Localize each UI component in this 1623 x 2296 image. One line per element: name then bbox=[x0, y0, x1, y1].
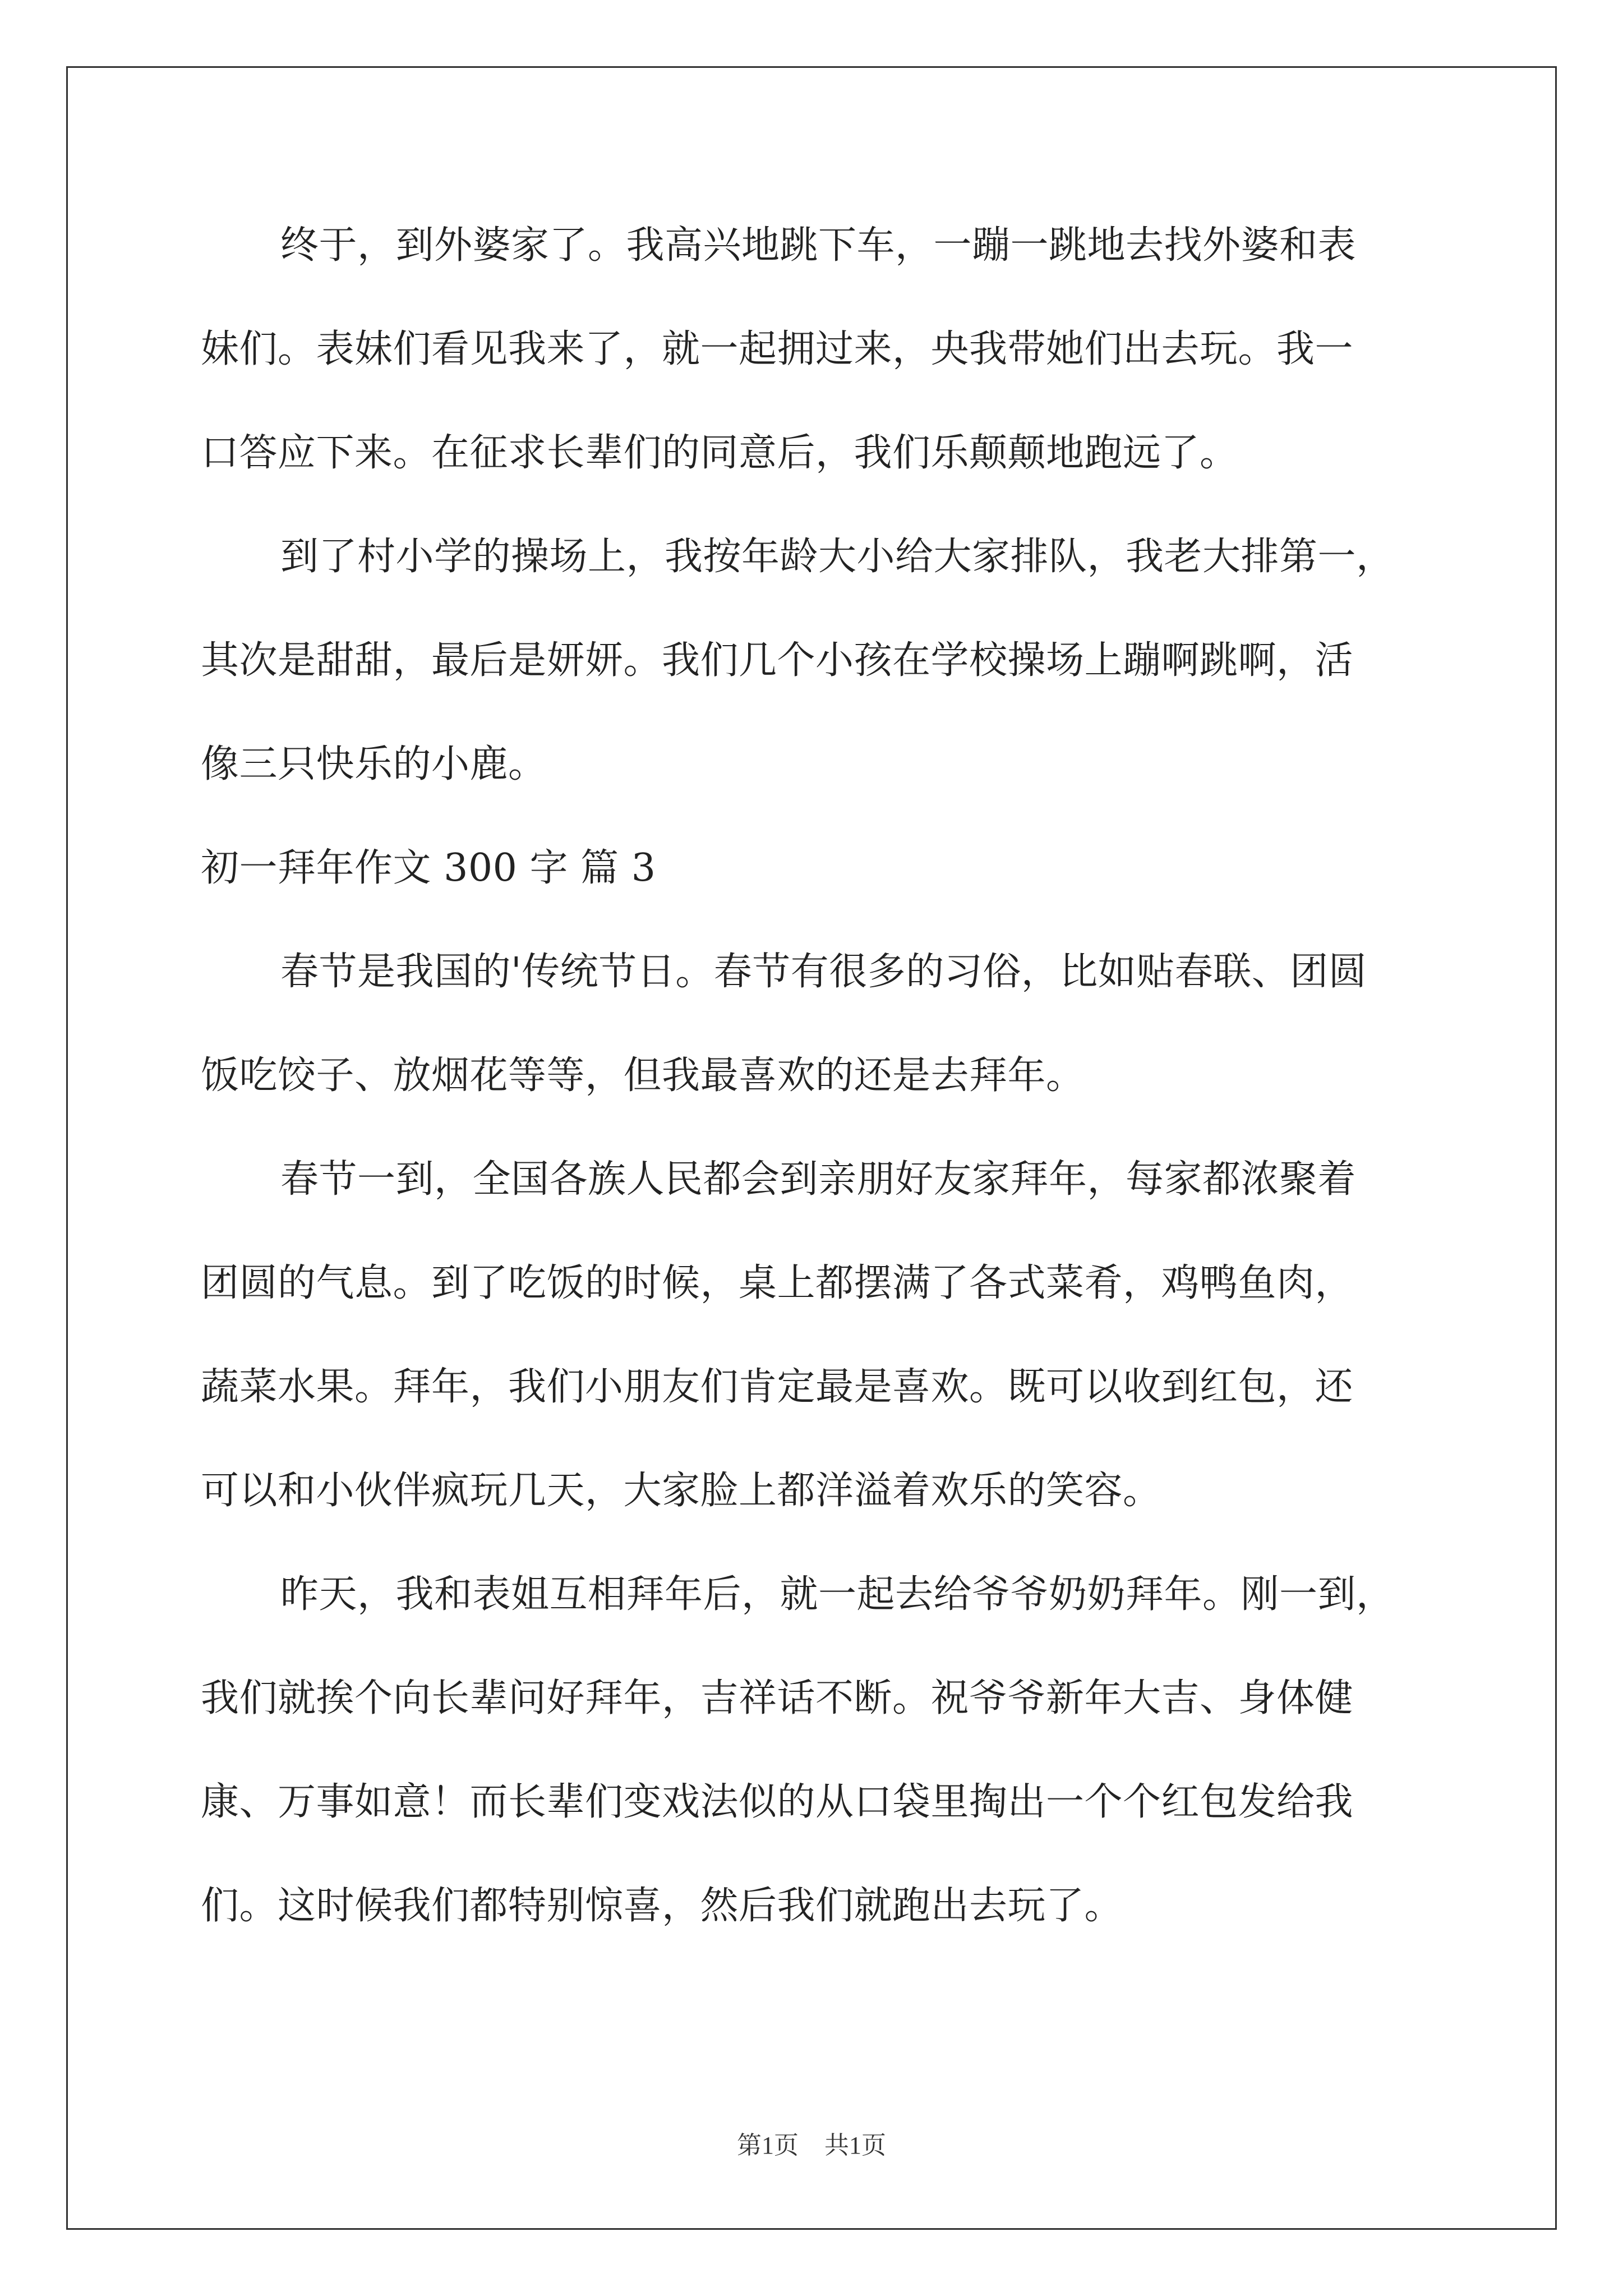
text-line: 像三只快乐的小鹿。 bbox=[201, 742, 547, 786]
page-footer bbox=[0, 2133, 1623, 2158]
text-line: 终于，到外婆家了。我高兴地跳下车，一蹦一跳地去找外婆和表 bbox=[280, 223, 1357, 268]
text-line: 其次是甜甜，最后是妍妍。我们几个小孩在学校操场上蹦啊跳啊，活 bbox=[201, 638, 1354, 683]
text-line: 康、万事如意！而长辈们变戏法似的从口袋里掏出一个个红包发给我 bbox=[201, 1780, 1354, 1824]
section-heading: 初一拜年作文 300 字 篇 3 bbox=[201, 846, 656, 890]
text-line: 春节是我国的'传统节日。春节有很多的习俗，比如贴春联、团圆 bbox=[280, 950, 1367, 994]
text-line: 妹们。表妹们看见我来了，就一起拥过来，央我带她们出去玩。我一 bbox=[201, 327, 1354, 371]
page-number: 第1页 bbox=[737, 2132, 799, 2159]
text-line: 春节一到，全国各族人民都会到亲朋好友家拜年，每家都浓聚着 bbox=[280, 1157, 1357, 1202]
text-line: 们。这时候我们都特别惊喜，然后我们就跑出去玩了。 bbox=[201, 1884, 1123, 1928]
text-line: 团圆的气息。到了吃饭的时候，桌上都摆满了各式菜肴，鸡鸭鱼肉， bbox=[201, 1261, 1354, 1305]
text-line: 到了村小学的操场上，我按年龄大小给大家排队，我老大排第一， bbox=[280, 535, 1395, 579]
text-line: 蔬菜水果。拜年，我们小朋友们肯定最是喜欢。既可以收到红包，还 bbox=[201, 1365, 1354, 1409]
text-line: 口答应下来。在征求长辈们的同意后，我们乐颠颠地跑远了。 bbox=[201, 431, 1238, 475]
text-line: 饭吃饺子、放烟花等等，但我最喜欢的还是去拜年。 bbox=[201, 1053, 1085, 1098]
text-line: 昨天，我和表姐互相拜年后，就一起去给爷爷奶奶拜年。刚一到， bbox=[280, 1572, 1395, 1617]
text-line: 我们就挨个向长辈问好拜年，吉祥话不断。祝爷爷新年大吉、身体健 bbox=[201, 1676, 1354, 1720]
page-total: 共1页 bbox=[824, 2132, 886, 2159]
text-line: 可以和小伙伴疯玩几天，大家脸上都洋溢着欢乐的笑容。 bbox=[201, 1469, 1161, 1513]
